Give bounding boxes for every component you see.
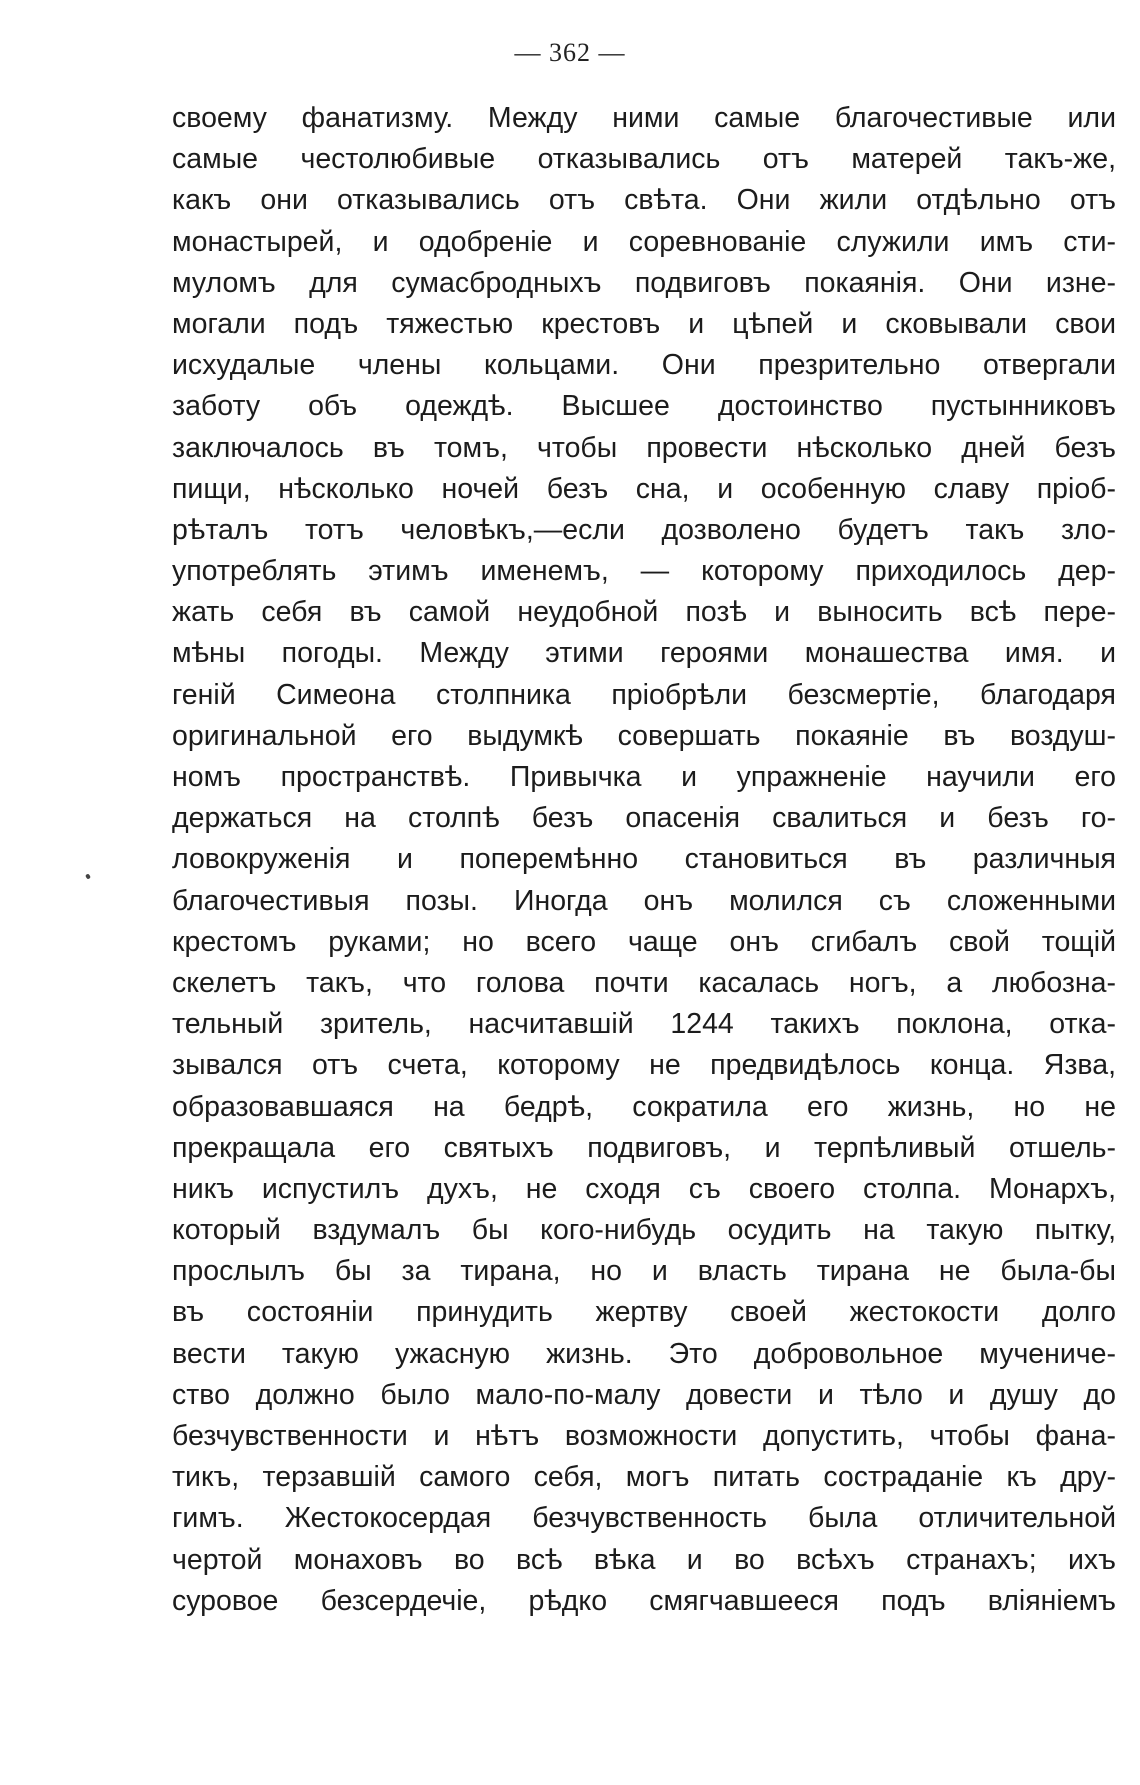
text-line: прекращала его святыхъ подвиговъ, и терпѣливый отшель- (172, 1131, 1116, 1164)
text-line: въ состоянiи принудить жертву своей жестокости долго (172, 1296, 1116, 1329)
text-line: исхудалые члены кольцами. Они презрительно отвергали (172, 349, 1116, 382)
text-line: тельный зритель, насчитавшiй 1244 такихъ поклона, отка- (172, 1008, 1116, 1041)
text-line: образовавшаяся на бедрѣ, сократила его жизнь, но не (172, 1090, 1116, 1123)
text-line: монастырей, и одобренiе и соревнованiе служили имъ сти- (172, 225, 1116, 258)
text-line: рѣталъ тотъ человѣкъ,—если дозволено будетъ такъ зло- (172, 513, 1116, 546)
text-line: никъ испустилъ духъ, не сходя съ своего столпа. Монархъ, (172, 1172, 1116, 1205)
text-line: своему фанатизму. Между ними самые благочестивые или (172, 102, 1116, 134)
text-line: скелетъ такъ, что голова почти касалась ногъ, а любозна- (172, 966, 1116, 999)
text-line: номъ пространствѣ. Привычка и упражненiе научили его (172, 761, 1116, 793)
text-line: употреблять этимъ именемъ, — которому приходилось дер- (172, 555, 1116, 588)
text-line: вести такую ужасную жизнь. Это добровольное мучениче- (172, 1337, 1116, 1370)
text-line: заключалось въ томъ, чтобы провести нѣсколько дней безъ (172, 431, 1116, 464)
text-line: благочестивыя позы. Иногда онъ молился съ сложенными (172, 884, 1116, 917)
text-line: суровое безсердечiе, рѣдко смягчавшееся подъ влiянiемъ (172, 1584, 1116, 1617)
body-text (172, 98, 1116, 1622)
text-line: безчувственности и нѣтъ возможности допустить, чтобы фана- (172, 1420, 1116, 1452)
text-line: чертой монаховъ во всѣ вѣка и во всѣхъ странахъ; ихъ (172, 1543, 1116, 1576)
page-number: — 362 — (514, 38, 626, 67)
text-line: оригинальной его выдумкѣ совершать покаянiе въ воздуш- (172, 719, 1116, 752)
text-line: гимъ. Жестокосердая безчувственность была отличительной (172, 1502, 1116, 1535)
text-line: ство должно было мало-по-малу довести и тѣло и душу до (172, 1378, 1116, 1411)
text-line: самые честолюбивые отказывались отъ матерей такъ-же, (172, 143, 1116, 176)
text-line: прослылъ бы за тирана, но и власть тирана не была-бы (172, 1255, 1116, 1288)
margin-speck (85, 873, 91, 879)
text-line: тикъ, терзавшiй самого себя, могъ питать состраданiе къ дру- (172, 1461, 1116, 1494)
text-line: заботу объ одеждѣ. Высшее достоинство пустынниковъ (172, 390, 1116, 423)
text-line: крестомъ руками; но всего чаще онъ сгибалъ свой тощiй (172, 925, 1116, 958)
text-line: муломъ для сумасбродныхъ подвиговъ покаянiя. Они изне- (172, 266, 1116, 299)
text-line: генiй Симеона столпника прiобрѣли безсмертiе, благодаря (172, 678, 1116, 711)
text-line: ловокруженiя и поперемѣнно становиться въ различныя (172, 843, 1116, 876)
text-line: могали подъ тяжестью крестовъ и цѣпей и сковывали свои (172, 307, 1116, 340)
text-line: зывался отъ счета, которому не предвидѣлось конца. Язва, (172, 1049, 1116, 1082)
text-line: который вздумалъ бы кого-нибудь осудить на такую пытку, (172, 1214, 1116, 1247)
text-line: жать себя въ самой неудобной позѣ и выносить всѣ пере- (172, 596, 1116, 629)
text-line: пищи, нѣсколько ночей безъ сна, и особенную славу прiоб- (172, 472, 1116, 505)
text-line: держаться на столпѣ безъ опасенiя свалиться и безъ го- (172, 802, 1116, 835)
text-line: мѣны погоды. Между этими героями монашества имя. и (172, 637, 1116, 670)
text-line: какъ они отказывались отъ свѣта. Они жили отдѣльно отъ (172, 184, 1116, 217)
